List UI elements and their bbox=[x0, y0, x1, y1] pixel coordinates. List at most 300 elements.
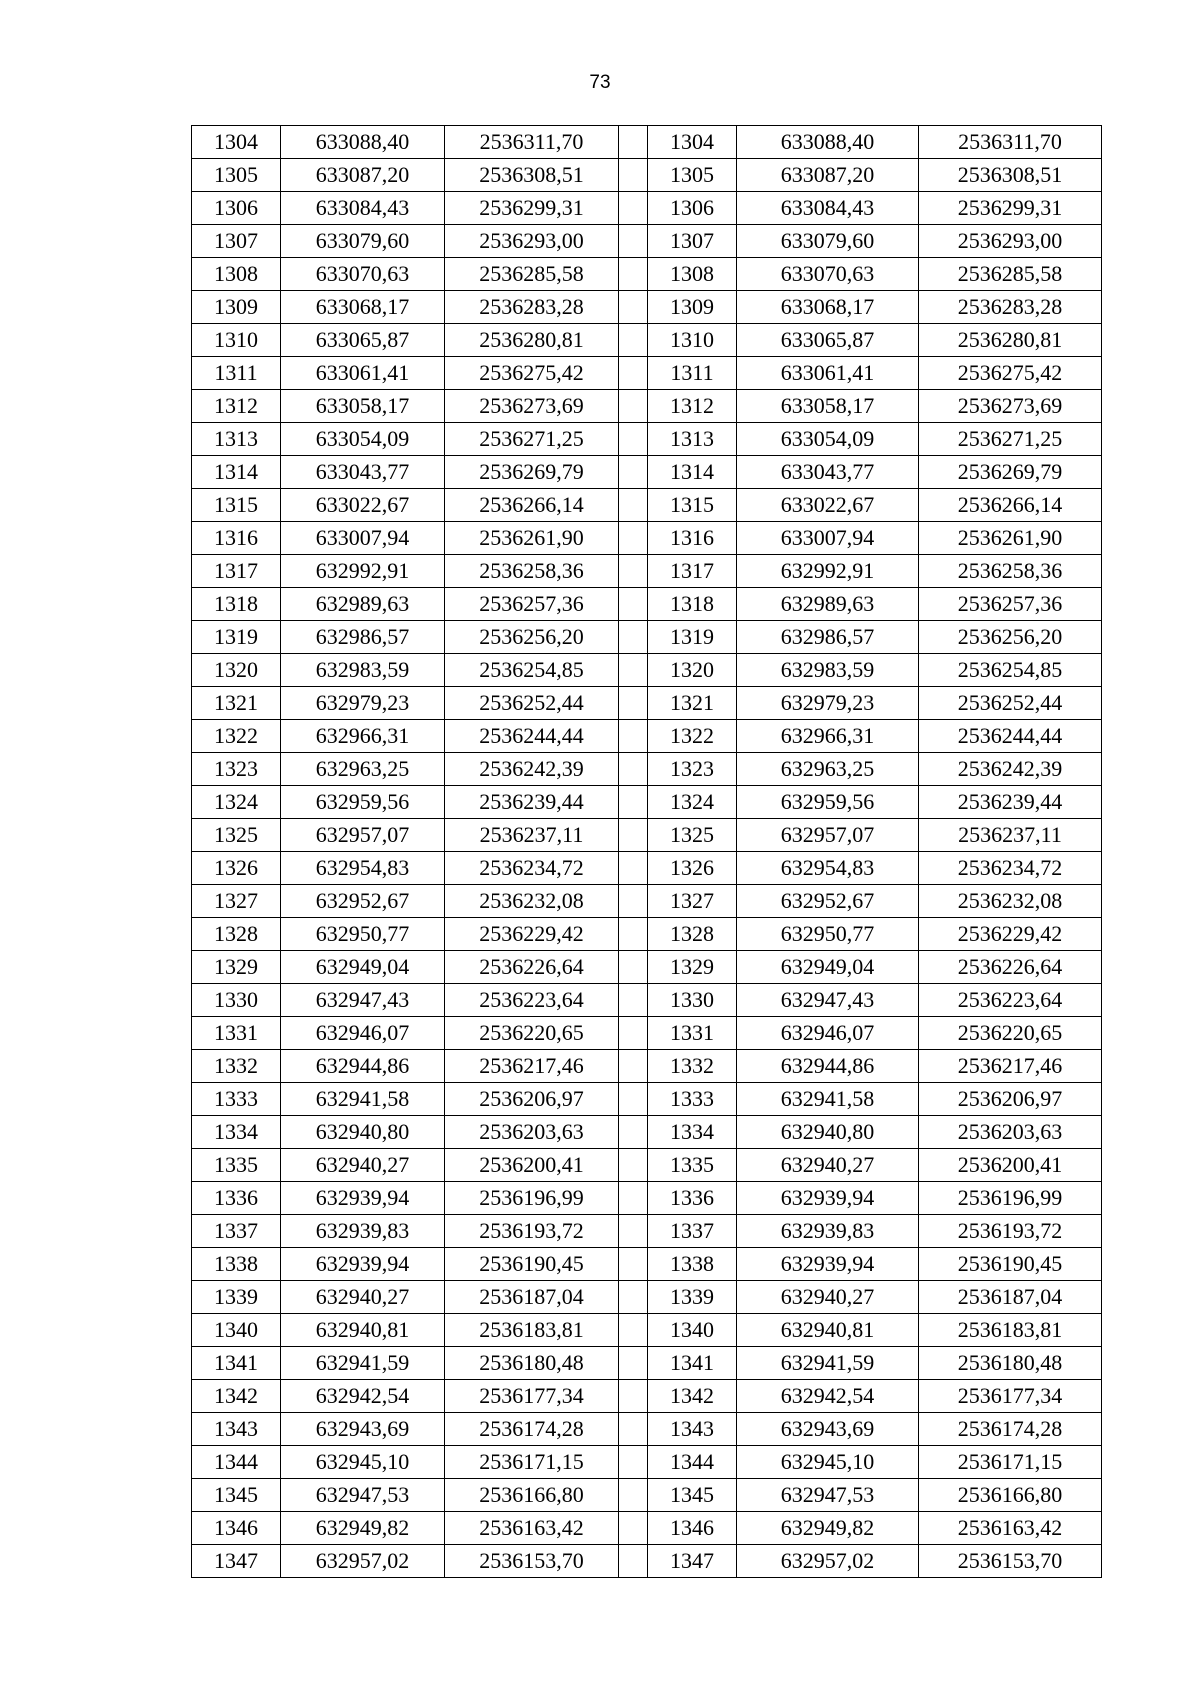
point-number-cell: 1334 bbox=[648, 1116, 737, 1149]
y-coordinate-cell: 2536244,44 bbox=[919, 720, 1102, 753]
point-number-cell: 1344 bbox=[648, 1446, 737, 1479]
x-coordinate-cell: 632957,07 bbox=[737, 819, 919, 852]
point-number-cell: 1330 bbox=[192, 984, 281, 1017]
y-coordinate-cell: 2536254,85 bbox=[445, 654, 619, 687]
separator-cell bbox=[619, 852, 648, 885]
x-coordinate-cell: 632941,58 bbox=[737, 1083, 919, 1116]
y-coordinate-cell: 2536283,28 bbox=[445, 291, 619, 324]
point-number-cell: 1322 bbox=[648, 720, 737, 753]
x-coordinate-cell: 632949,82 bbox=[737, 1512, 919, 1545]
table-row bbox=[192, 159, 1102, 192]
x-coordinate-cell: 632941,59 bbox=[737, 1347, 919, 1380]
y-coordinate-cell: 2536226,64 bbox=[919, 951, 1102, 984]
y-coordinate-cell: 2536280,81 bbox=[445, 324, 619, 357]
point-number-cell: 1335 bbox=[648, 1149, 737, 1182]
table-row bbox=[192, 1281, 1102, 1314]
point-number-cell: 1336 bbox=[648, 1182, 737, 1215]
x-coordinate-cell: 632940,80 bbox=[281, 1116, 445, 1149]
separator-cell bbox=[619, 489, 648, 522]
x-coordinate-cell: 632983,59 bbox=[281, 654, 445, 687]
point-number-cell: 1325 bbox=[192, 819, 281, 852]
point-number-cell: 1329 bbox=[192, 951, 281, 984]
point-number-cell: 1314 bbox=[648, 456, 737, 489]
point-number-cell: 1319 bbox=[648, 621, 737, 654]
point-number-cell: 1317 bbox=[192, 555, 281, 588]
x-coordinate-cell: 632963,25 bbox=[737, 753, 919, 786]
separator-cell bbox=[619, 1446, 648, 1479]
x-coordinate-cell: 632945,10 bbox=[281, 1446, 445, 1479]
point-number-cell: 1337 bbox=[192, 1215, 281, 1248]
point-number-cell: 1312 bbox=[192, 390, 281, 423]
y-coordinate-cell: 2536177,34 bbox=[445, 1380, 619, 1413]
point-number-cell: 1332 bbox=[192, 1050, 281, 1083]
table-row bbox=[192, 1545, 1102, 1578]
separator-cell bbox=[619, 159, 648, 192]
separator-cell bbox=[619, 1380, 648, 1413]
y-coordinate-cell: 2536223,64 bbox=[919, 984, 1102, 1017]
y-coordinate-cell: 2536261,90 bbox=[919, 522, 1102, 555]
point-number-cell: 1335 bbox=[192, 1149, 281, 1182]
separator-cell bbox=[619, 687, 648, 720]
separator-cell bbox=[619, 1050, 648, 1083]
y-coordinate-cell: 2536285,58 bbox=[919, 258, 1102, 291]
x-coordinate-cell: 632954,83 bbox=[737, 852, 919, 885]
y-coordinate-cell: 2536275,42 bbox=[919, 357, 1102, 390]
x-coordinate-cell: 633043,77 bbox=[281, 456, 445, 489]
x-coordinate-cell: 633088,40 bbox=[737, 126, 919, 159]
y-coordinate-cell: 2536258,36 bbox=[919, 555, 1102, 588]
x-coordinate-cell: 633065,87 bbox=[737, 324, 919, 357]
point-number-cell: 1339 bbox=[192, 1281, 281, 1314]
point-number-cell: 1305 bbox=[192, 159, 281, 192]
table-row bbox=[192, 1116, 1102, 1149]
point-number-cell: 1342 bbox=[192, 1380, 281, 1413]
table-row bbox=[192, 753, 1102, 786]
x-coordinate-cell: 632940,80 bbox=[737, 1116, 919, 1149]
separator-cell bbox=[619, 951, 648, 984]
point-number-cell: 1326 bbox=[648, 852, 737, 885]
separator-cell bbox=[619, 225, 648, 258]
table-row bbox=[192, 588, 1102, 621]
y-coordinate-cell: 2536203,63 bbox=[919, 1116, 1102, 1149]
separator-cell bbox=[619, 753, 648, 786]
y-coordinate-cell: 2536166,80 bbox=[445, 1479, 619, 1512]
separator-cell bbox=[619, 1347, 648, 1380]
y-coordinate-cell: 2536187,04 bbox=[919, 1281, 1102, 1314]
point-number-cell: 1306 bbox=[192, 192, 281, 225]
y-coordinate-cell: 2536183,81 bbox=[445, 1314, 619, 1347]
y-coordinate-cell: 2536196,99 bbox=[919, 1182, 1102, 1215]
separator-cell bbox=[619, 786, 648, 819]
x-coordinate-cell: 632940,81 bbox=[737, 1314, 919, 1347]
page-number: 73 bbox=[589, 72, 611, 93]
separator-cell bbox=[619, 1545, 648, 1578]
x-coordinate-cell: 632944,86 bbox=[737, 1050, 919, 1083]
point-number-cell: 1329 bbox=[648, 951, 737, 984]
x-coordinate-cell: 632942,54 bbox=[737, 1380, 919, 1413]
point-number-cell: 1308 bbox=[192, 258, 281, 291]
y-coordinate-cell: 2536308,51 bbox=[445, 159, 619, 192]
x-coordinate-cell: 632949,04 bbox=[281, 951, 445, 984]
x-coordinate-cell: 632939,94 bbox=[737, 1248, 919, 1281]
x-coordinate-cell: 632950,77 bbox=[737, 918, 919, 951]
y-coordinate-cell: 2536166,80 bbox=[919, 1479, 1102, 1512]
separator-cell bbox=[619, 324, 648, 357]
separator-cell bbox=[619, 1512, 648, 1545]
x-coordinate-cell: 632959,56 bbox=[737, 786, 919, 819]
x-coordinate-cell: 632979,23 bbox=[737, 687, 919, 720]
x-coordinate-cell: 633058,17 bbox=[281, 390, 445, 423]
point-number-cell: 1340 bbox=[648, 1314, 737, 1347]
point-number-cell: 1309 bbox=[648, 291, 737, 324]
table-row bbox=[192, 291, 1102, 324]
separator-cell bbox=[619, 1083, 648, 1116]
x-coordinate-cell: 633079,60 bbox=[281, 225, 445, 258]
point-number-cell: 1321 bbox=[648, 687, 737, 720]
point-number-cell: 1328 bbox=[648, 918, 737, 951]
x-coordinate-cell: 632983,59 bbox=[737, 654, 919, 687]
x-coordinate-cell: 633007,94 bbox=[737, 522, 919, 555]
table-row bbox=[192, 1083, 1102, 1116]
y-coordinate-cell: 2536180,48 bbox=[445, 1347, 619, 1380]
table-row bbox=[192, 1248, 1102, 1281]
y-coordinate-cell: 2536206,97 bbox=[919, 1083, 1102, 1116]
point-number-cell: 1324 bbox=[648, 786, 737, 819]
separator-cell bbox=[619, 720, 648, 753]
y-coordinate-cell: 2536153,70 bbox=[919, 1545, 1102, 1578]
y-coordinate-cell: 2536223,64 bbox=[445, 984, 619, 1017]
x-coordinate-cell: 632939,94 bbox=[281, 1182, 445, 1215]
separator-cell bbox=[619, 357, 648, 390]
table-row bbox=[192, 225, 1102, 258]
x-coordinate-cell: 633043,77 bbox=[737, 456, 919, 489]
point-number-cell: 1343 bbox=[192, 1413, 281, 1446]
table-row bbox=[192, 1413, 1102, 1446]
x-coordinate-cell: 632957,02 bbox=[281, 1545, 445, 1578]
separator-cell bbox=[619, 258, 648, 291]
y-coordinate-cell: 2536308,51 bbox=[919, 159, 1102, 192]
x-coordinate-cell: 633058,17 bbox=[737, 390, 919, 423]
y-coordinate-cell: 2536190,45 bbox=[919, 1248, 1102, 1281]
point-number-cell: 1307 bbox=[648, 225, 737, 258]
x-coordinate-cell: 632949,82 bbox=[281, 1512, 445, 1545]
table-row bbox=[192, 951, 1102, 984]
point-number-cell: 1326 bbox=[192, 852, 281, 885]
table-row bbox=[192, 1182, 1102, 1215]
point-number-cell: 1344 bbox=[192, 1446, 281, 1479]
y-coordinate-cell: 2536203,63 bbox=[445, 1116, 619, 1149]
y-coordinate-cell: 2536257,36 bbox=[445, 588, 619, 621]
x-coordinate-cell: 632941,59 bbox=[281, 1347, 445, 1380]
x-coordinate-cell: 632943,69 bbox=[737, 1413, 919, 1446]
x-coordinate-cell: 632966,31 bbox=[737, 720, 919, 753]
y-coordinate-cell: 2536269,79 bbox=[445, 456, 619, 489]
y-coordinate-cell: 2536234,72 bbox=[919, 852, 1102, 885]
point-number-cell: 1322 bbox=[192, 720, 281, 753]
y-coordinate-cell: 2536293,00 bbox=[919, 225, 1102, 258]
table-row bbox=[192, 357, 1102, 390]
x-coordinate-cell: 633070,63 bbox=[281, 258, 445, 291]
point-number-cell: 1341 bbox=[648, 1347, 737, 1380]
separator-cell bbox=[619, 1215, 648, 1248]
x-coordinate-cell: 632940,81 bbox=[281, 1314, 445, 1347]
point-number-cell: 1310 bbox=[648, 324, 737, 357]
x-coordinate-cell: 632992,91 bbox=[737, 555, 919, 588]
point-number-cell: 1318 bbox=[648, 588, 737, 621]
point-number-cell: 1317 bbox=[648, 555, 737, 588]
point-number-cell: 1347 bbox=[192, 1545, 281, 1578]
x-coordinate-cell: 632957,07 bbox=[281, 819, 445, 852]
x-coordinate-cell: 632954,83 bbox=[281, 852, 445, 885]
point-number-cell: 1310 bbox=[192, 324, 281, 357]
x-coordinate-cell: 632979,23 bbox=[281, 687, 445, 720]
y-coordinate-cell: 2536190,45 bbox=[445, 1248, 619, 1281]
y-coordinate-cell: 2536242,39 bbox=[919, 753, 1102, 786]
y-coordinate-cell: 2536254,85 bbox=[919, 654, 1102, 687]
y-coordinate-cell: 2536239,44 bbox=[919, 786, 1102, 819]
separator-cell bbox=[619, 621, 648, 654]
point-number-cell: 1333 bbox=[648, 1083, 737, 1116]
x-coordinate-cell: 633084,43 bbox=[281, 192, 445, 225]
y-coordinate-cell: 2536200,41 bbox=[919, 1149, 1102, 1182]
point-number-cell: 1334 bbox=[192, 1116, 281, 1149]
y-coordinate-cell: 2536229,42 bbox=[919, 918, 1102, 951]
point-number-cell: 1331 bbox=[648, 1017, 737, 1050]
x-coordinate-cell: 633054,09 bbox=[281, 423, 445, 456]
y-coordinate-cell: 2536252,44 bbox=[445, 687, 619, 720]
point-number-cell: 1342 bbox=[648, 1380, 737, 1413]
table-row bbox=[192, 885, 1102, 918]
y-coordinate-cell: 2536237,11 bbox=[445, 819, 619, 852]
table-row bbox=[192, 621, 1102, 654]
point-number-cell: 1346 bbox=[648, 1512, 737, 1545]
y-coordinate-cell: 2536174,28 bbox=[445, 1413, 619, 1446]
x-coordinate-cell: 632945,10 bbox=[737, 1446, 919, 1479]
y-coordinate-cell: 2536163,42 bbox=[919, 1512, 1102, 1545]
y-coordinate-cell: 2536220,65 bbox=[919, 1017, 1102, 1050]
y-coordinate-cell: 2536261,90 bbox=[445, 522, 619, 555]
x-coordinate-cell: 633061,41 bbox=[737, 357, 919, 390]
y-coordinate-cell: 2536257,36 bbox=[919, 588, 1102, 621]
point-number-cell: 1323 bbox=[648, 753, 737, 786]
y-coordinate-cell: 2536206,97 bbox=[445, 1083, 619, 1116]
x-coordinate-cell: 633022,67 bbox=[737, 489, 919, 522]
x-coordinate-cell: 633007,94 bbox=[281, 522, 445, 555]
table-row bbox=[192, 423, 1102, 456]
table-row bbox=[192, 1314, 1102, 1347]
y-coordinate-cell: 2536220,65 bbox=[445, 1017, 619, 1050]
separator-cell bbox=[619, 588, 648, 621]
point-number-cell: 1312 bbox=[648, 390, 737, 423]
separator-cell bbox=[619, 1479, 648, 1512]
point-number-cell: 1304 bbox=[192, 126, 281, 159]
separator-cell bbox=[619, 1314, 648, 1347]
y-coordinate-cell: 2536163,42 bbox=[445, 1512, 619, 1545]
separator-cell bbox=[619, 1149, 648, 1182]
separator-cell bbox=[619, 918, 648, 951]
x-coordinate-cell: 632992,91 bbox=[281, 555, 445, 588]
table-row bbox=[192, 1512, 1102, 1545]
x-coordinate-cell: 632940,27 bbox=[281, 1281, 445, 1314]
point-number-cell: 1340 bbox=[192, 1314, 281, 1347]
separator-cell bbox=[619, 1248, 648, 1281]
y-coordinate-cell: 2536271,25 bbox=[919, 423, 1102, 456]
table-row bbox=[192, 1215, 1102, 1248]
point-number-cell: 1331 bbox=[192, 1017, 281, 1050]
y-coordinate-cell: 2536244,44 bbox=[445, 720, 619, 753]
y-coordinate-cell: 2536180,48 bbox=[919, 1347, 1102, 1380]
point-number-cell: 1306 bbox=[648, 192, 737, 225]
separator-cell bbox=[619, 1413, 648, 1446]
x-coordinate-cell: 632940,27 bbox=[281, 1149, 445, 1182]
y-coordinate-cell: 2536283,28 bbox=[919, 291, 1102, 324]
point-number-cell: 1321 bbox=[192, 687, 281, 720]
x-coordinate-cell: 632946,07 bbox=[737, 1017, 919, 1050]
y-coordinate-cell: 2536200,41 bbox=[445, 1149, 619, 1182]
y-coordinate-cell: 2536258,36 bbox=[445, 555, 619, 588]
separator-cell bbox=[619, 522, 648, 555]
x-coordinate-cell: 632939,94 bbox=[737, 1182, 919, 1215]
y-coordinate-cell: 2536237,11 bbox=[919, 819, 1102, 852]
separator-cell bbox=[619, 291, 648, 324]
point-number-cell: 1315 bbox=[192, 489, 281, 522]
x-coordinate-cell: 632989,63 bbox=[737, 588, 919, 621]
point-number-cell: 1311 bbox=[192, 357, 281, 390]
y-coordinate-cell: 2536280,81 bbox=[919, 324, 1102, 357]
y-coordinate-cell: 2536239,44 bbox=[445, 786, 619, 819]
y-coordinate-cell: 2536311,70 bbox=[919, 126, 1102, 159]
separator-cell bbox=[619, 555, 648, 588]
table-row bbox=[192, 126, 1102, 159]
y-coordinate-cell: 2536256,20 bbox=[445, 621, 619, 654]
y-coordinate-cell: 2536234,72 bbox=[445, 852, 619, 885]
separator-cell bbox=[619, 192, 648, 225]
y-coordinate-cell: 2536229,42 bbox=[445, 918, 619, 951]
point-number-cell: 1333 bbox=[192, 1083, 281, 1116]
x-coordinate-cell: 632939,83 bbox=[281, 1215, 445, 1248]
y-coordinate-cell: 2536153,70 bbox=[445, 1545, 619, 1578]
point-number-cell: 1320 bbox=[192, 654, 281, 687]
y-coordinate-cell: 2536273,69 bbox=[919, 390, 1102, 423]
table-row bbox=[192, 522, 1102, 555]
point-number-cell: 1332 bbox=[648, 1050, 737, 1083]
x-coordinate-cell: 633054,09 bbox=[737, 423, 919, 456]
table-row bbox=[192, 390, 1102, 423]
x-coordinate-cell: 632986,57 bbox=[281, 621, 445, 654]
y-coordinate-cell: 2536183,81 bbox=[919, 1314, 1102, 1347]
table-row bbox=[192, 654, 1102, 687]
y-coordinate-cell: 2536242,39 bbox=[445, 753, 619, 786]
point-number-cell: 1318 bbox=[192, 588, 281, 621]
x-coordinate-cell: 632946,07 bbox=[281, 1017, 445, 1050]
point-number-cell: 1328 bbox=[192, 918, 281, 951]
coordinate-table bbox=[191, 125, 1102, 1578]
x-coordinate-cell: 633087,20 bbox=[737, 159, 919, 192]
point-number-cell: 1316 bbox=[192, 522, 281, 555]
x-coordinate-cell: 632944,86 bbox=[281, 1050, 445, 1083]
point-number-cell: 1345 bbox=[648, 1479, 737, 1512]
x-coordinate-cell: 633022,67 bbox=[281, 489, 445, 522]
point-number-cell: 1338 bbox=[648, 1248, 737, 1281]
y-coordinate-cell: 2536193,72 bbox=[445, 1215, 619, 1248]
x-coordinate-cell: 633068,17 bbox=[281, 291, 445, 324]
point-number-cell: 1311 bbox=[648, 357, 737, 390]
point-number-cell: 1346 bbox=[192, 1512, 281, 1545]
y-coordinate-cell: 2536177,34 bbox=[919, 1380, 1102, 1413]
separator-cell bbox=[619, 984, 648, 1017]
x-coordinate-cell: 632952,67 bbox=[281, 885, 445, 918]
point-number-cell: 1313 bbox=[648, 423, 737, 456]
point-number-cell: 1315 bbox=[648, 489, 737, 522]
x-coordinate-cell: 632989,63 bbox=[281, 588, 445, 621]
x-coordinate-cell: 633087,20 bbox=[281, 159, 445, 192]
point-number-cell: 1319 bbox=[192, 621, 281, 654]
x-coordinate-cell: 632957,02 bbox=[737, 1545, 919, 1578]
y-coordinate-cell: 2536266,14 bbox=[919, 489, 1102, 522]
y-coordinate-cell: 2536271,25 bbox=[445, 423, 619, 456]
point-number-cell: 1313 bbox=[192, 423, 281, 456]
point-number-cell: 1347 bbox=[648, 1545, 737, 1578]
y-coordinate-cell: 2536196,99 bbox=[445, 1182, 619, 1215]
x-coordinate-cell: 632952,67 bbox=[737, 885, 919, 918]
x-coordinate-cell: 632947,43 bbox=[737, 984, 919, 1017]
table-row bbox=[192, 720, 1102, 753]
point-number-cell: 1305 bbox=[648, 159, 737, 192]
y-coordinate-cell: 2536266,14 bbox=[445, 489, 619, 522]
table-row bbox=[192, 555, 1102, 588]
x-coordinate-cell: 633079,60 bbox=[737, 225, 919, 258]
point-number-cell: 1320 bbox=[648, 654, 737, 687]
point-number-cell: 1304 bbox=[648, 126, 737, 159]
y-coordinate-cell: 2536299,31 bbox=[919, 192, 1102, 225]
y-coordinate-cell: 2536311,70 bbox=[445, 126, 619, 159]
table-row bbox=[192, 192, 1102, 225]
x-coordinate-cell: 632963,25 bbox=[281, 753, 445, 786]
y-coordinate-cell: 2536226,64 bbox=[445, 951, 619, 984]
separator-cell bbox=[619, 1281, 648, 1314]
point-number-cell: 1345 bbox=[192, 1479, 281, 1512]
y-coordinate-cell: 2536232,08 bbox=[919, 885, 1102, 918]
y-coordinate-cell: 2536269,79 bbox=[919, 456, 1102, 489]
x-coordinate-cell: 632950,77 bbox=[281, 918, 445, 951]
y-coordinate-cell: 2536252,44 bbox=[919, 687, 1102, 720]
y-coordinate-cell: 2536171,15 bbox=[445, 1446, 619, 1479]
table-row bbox=[192, 456, 1102, 489]
y-coordinate-cell: 2536217,46 bbox=[919, 1050, 1102, 1083]
y-coordinate-cell: 2536299,31 bbox=[445, 192, 619, 225]
x-coordinate-cell: 632959,56 bbox=[281, 786, 445, 819]
point-number-cell: 1341 bbox=[192, 1347, 281, 1380]
x-coordinate-cell: 632943,69 bbox=[281, 1413, 445, 1446]
y-coordinate-cell: 2536256,20 bbox=[919, 621, 1102, 654]
table-row bbox=[192, 852, 1102, 885]
separator-cell bbox=[619, 654, 648, 687]
y-coordinate-cell: 2536232,08 bbox=[445, 885, 619, 918]
x-coordinate-cell: 633088,40 bbox=[281, 126, 445, 159]
point-number-cell: 1309 bbox=[192, 291, 281, 324]
y-coordinate-cell: 2536293,00 bbox=[445, 225, 619, 258]
separator-cell bbox=[619, 126, 648, 159]
x-coordinate-cell: 633065,87 bbox=[281, 324, 445, 357]
point-number-cell: 1314 bbox=[192, 456, 281, 489]
x-coordinate-cell: 632949,04 bbox=[737, 951, 919, 984]
table-row bbox=[192, 1017, 1102, 1050]
x-coordinate-cell: 633070,63 bbox=[737, 258, 919, 291]
x-coordinate-cell: 633084,43 bbox=[737, 192, 919, 225]
y-coordinate-cell: 2536193,72 bbox=[919, 1215, 1102, 1248]
point-number-cell: 1338 bbox=[192, 1248, 281, 1281]
separator-cell bbox=[619, 456, 648, 489]
